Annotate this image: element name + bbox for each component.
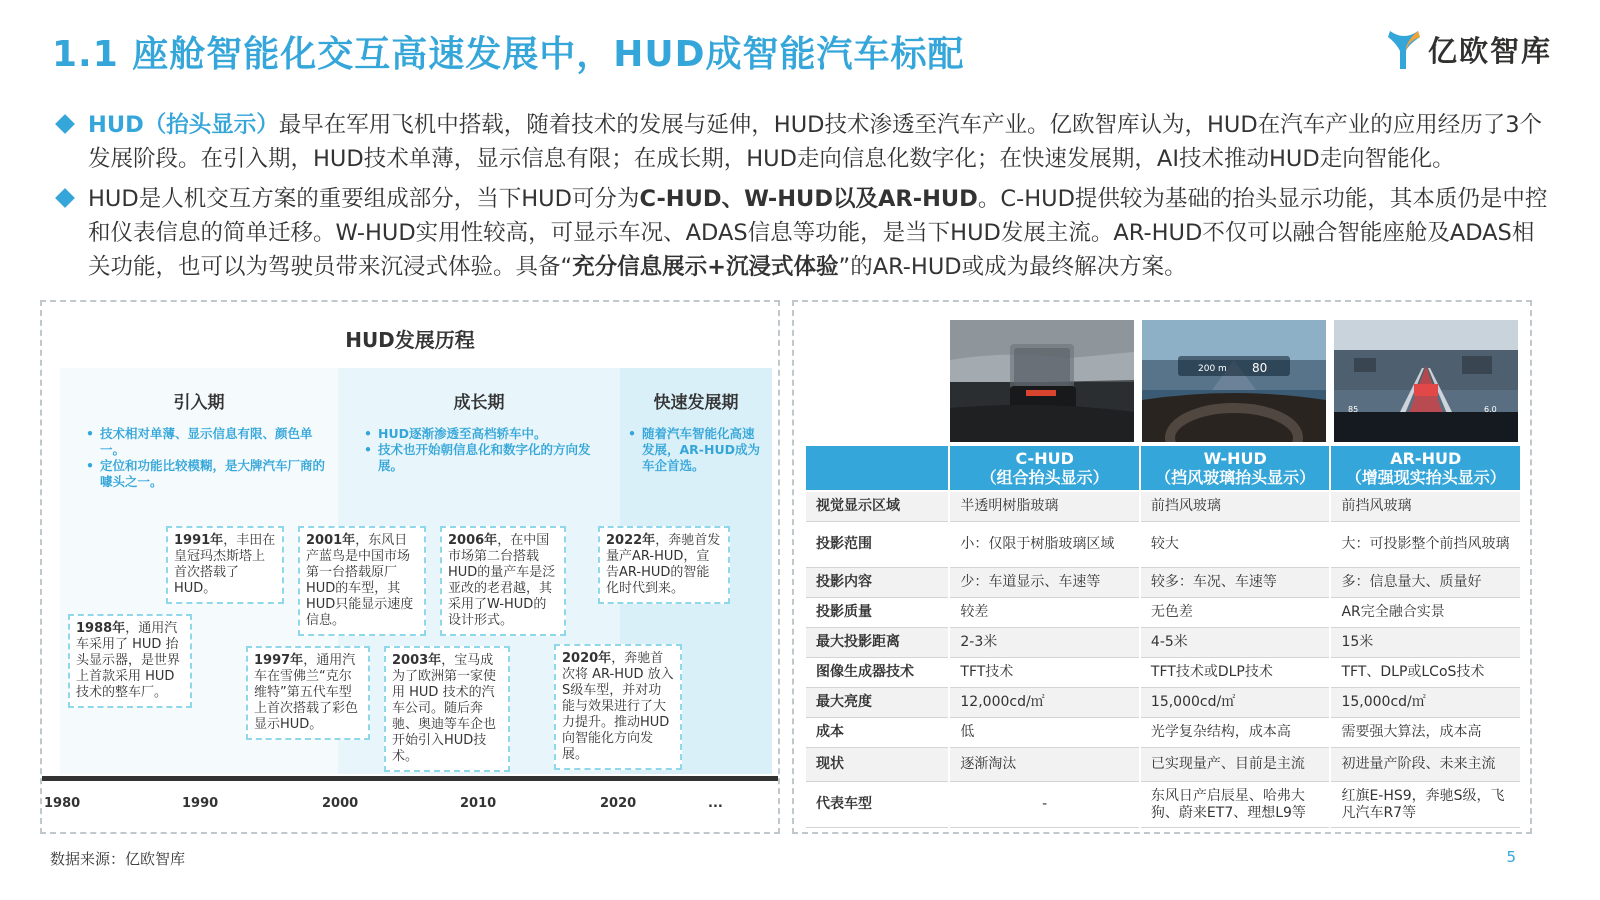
row-label: 投影范围 [806, 522, 948, 568]
page-number: 5 [1506, 848, 1516, 866]
timeline-event: 1997年，通用汽车在雪佛兰“克尔维特”第五代车型上首次搭载了彩色显示HUD。 [246, 646, 370, 740]
cell: 初进量产阶段、未来主流 [1331, 748, 1520, 782]
cell: TFT技术或DLP技术 [1141, 658, 1330, 688]
phase-name: 成长期 [453, 393, 505, 413]
photo-label: 85 [1348, 405, 1359, 414]
phase-desc [364, 426, 610, 474]
timeline-axis [42, 776, 778, 781]
axis-tick: 1990 [182, 796, 219, 811]
cell: 少：车道显示、车速等 [950, 568, 1139, 598]
bullet-highlight: HUD（抬头显示） [88, 112, 279, 138]
bullet-bold: C-HUD、W-HUD以及AR-HUD [639, 186, 978, 212]
cell: 低 [950, 718, 1139, 748]
page-title: 1.1 座舱智能化交互高速发展中，HUD成智能汽车标配 [52, 34, 965, 75]
w-hud-photo [1142, 320, 1326, 442]
hud-comparison-table [804, 446, 1522, 828]
table-row [806, 598, 1520, 628]
phase-desc-item: • 技术相对单薄、显示信息有限、颜色单一。 [86, 426, 328, 458]
diamond-bullet-icon [55, 188, 75, 208]
cell: 东风日产启辰星、哈弗大狗、蔚来ET7、理想L9等 [1141, 782, 1330, 828]
cell: 光学复杂结构，成本高 [1141, 718, 1330, 748]
cell: 前挡风玻璃 [1141, 492, 1330, 522]
axis-tick: 2000 [322, 796, 359, 811]
bullet-bold: 充分信息展示+沉浸式体验 [572, 254, 839, 280]
bullet-text: 。C-HUD提供较为基础的抬头显示功能，其本质仍是中控和仪表信息的简单迁移。W-HUD实用性较高，可显示车况、ADAS信息等功能，是当下HUD发展主流。AR-HUD不仅可以融合智能座舱及ADAS相关功能，也可以为驾驶员带来沉浸式体验。具备“ [88, 186, 1548, 280]
cell: TFT技术 [950, 658, 1139, 688]
cell: 15米 [1331, 628, 1520, 658]
photo-label: 6.0 [1484, 405, 1497, 414]
table-row [806, 492, 1520, 522]
bullet-text: ”的AR-HUD或成为最终解决方案。 [838, 254, 1187, 280]
row-label: 视觉显示区域 [806, 492, 948, 522]
cell: 15,000cd/㎡ [1331, 688, 1520, 718]
timeline-panel [40, 300, 780, 834]
row-label: 成本 [806, 718, 948, 748]
cell: 小：仅限于树脂玻璃区域 [950, 522, 1139, 568]
axis-tick: 2020 [600, 796, 637, 811]
phase-desc [86, 426, 328, 490]
table-header-c-hud: C-HUD （组合抬头显示） [950, 446, 1139, 492]
bullet-item [56, 182, 1556, 284]
table-row [806, 688, 1520, 718]
table-row [806, 628, 1520, 658]
logo-text: 亿欧智库 [1428, 33, 1553, 68]
phase-desc-item: • HUD逐渐渗透至高档轿车中。 [364, 426, 610, 442]
axis-tick: 1980 [44, 796, 81, 811]
c-hud-photo [950, 320, 1134, 442]
cell: 2-3米 [950, 628, 1139, 658]
cell: 半透明树脂玻璃 [950, 492, 1139, 522]
phase-desc-item: • 技术也开始朝信息化和数字化的方向发展。 [364, 442, 610, 474]
cell: 15,000cd/㎡ [1141, 688, 1330, 718]
phase-desc-item: • 随着汽车智能化高速发展，AR-HUD成为车企首选。 [628, 426, 762, 474]
row-label: 最大投影距离 [806, 628, 948, 658]
photo-label: 200 m [1198, 364, 1227, 374]
table-row [806, 718, 1520, 748]
phase-name: 引入期 [173, 393, 225, 413]
table-row [806, 658, 1520, 688]
table-row [806, 522, 1520, 568]
row-label: 投影质量 [806, 598, 948, 628]
ar-hud-photo [1334, 320, 1518, 442]
row-label: 代表车型 [806, 782, 948, 828]
axis-tick: 2010 [460, 796, 497, 811]
cell: 较大 [1141, 522, 1330, 568]
comparison-panel [792, 300, 1532, 834]
cell: 无色差 [1141, 598, 1330, 628]
timeline-event: 2020年，奔驰首次将 AR-HUD 放入S级车型，并对功能与效果进行了大力提升。推动HUD向智能化方向发展。 [554, 644, 682, 770]
cell: TFT、DLP或LCoS技术 [1331, 658, 1520, 688]
bullet-item [56, 108, 1556, 176]
cell: 多：信息量大、质量好 [1331, 568, 1520, 598]
cell: 红旗E-HS9，奔驰S级，飞凡汽车R7等 [1331, 782, 1520, 828]
timeline-event: 2022年，奔驰首发量产AR-HUD，宣告AR-HUD的智能化时代到来。 [598, 526, 730, 604]
cell: 已实现量产、目前是主流 [1141, 748, 1330, 782]
cell: 较多：车况、车速等 [1141, 568, 1330, 598]
axis-tick: ... [708, 796, 723, 811]
row-label: 图像生成器技术 [806, 658, 948, 688]
phase-name: 快速发展期 [653, 393, 739, 413]
row-label: 现状 [806, 748, 948, 782]
phase-desc-item: • 定位和功能比较模糊，是大牌汽车厂商的噱头之一。 [86, 458, 328, 490]
cell: 前挡风玻璃 [1331, 492, 1520, 522]
cell: 逐渐淘汰 [950, 748, 1139, 782]
cell: - [950, 782, 1139, 828]
photo-label: 80 [1252, 361, 1268, 375]
table-header-ar-hud: AR-HUD （增强现实抬头显示） [1331, 446, 1520, 492]
timeline-event: 1991年，丰田在皇冠玛杰斯塔上首次搭载了HUD。 [166, 526, 284, 604]
cell: AR完全融合实景 [1331, 598, 1520, 628]
timeline-event: 2003年，宝马成为了欧洲第一家使用 HUD 技术的汽车公司。随后奔驰、奥迪等车企也开始引入HUD技术。 [384, 646, 510, 772]
timeline-event: 2001年，东风日产蓝鸟是中国市场第一台搭载原厂HUD的车型，其HUD只能显示速度信息。 [298, 526, 426, 636]
logo-mark-icon [1386, 27, 1422, 71]
cell: 需要强大算法，成本高 [1331, 718, 1520, 748]
data-source: 数据来源：亿欧智库 [50, 850, 186, 868]
timeline-event: 1988年，通用汽车采用了 HUD 抬头显示器，是世界上首款采用 HUD 技术的整车厂。 [68, 614, 192, 708]
bullet-text: 最早在军用飞机中搭载，随着技术的发展与延伸，HUD技术渗透至汽车产业。亿欧智库认为，HUD在汽车产业的应用经历了3个发展阶段。在引入期，HUD技术单薄，显示信息有限；在成长期，HUD走向信息化数字化；在快速发展期，AI技术推动HUD走向智能化。 [88, 112, 1543, 172]
cell: 大：可投影整个前挡风玻璃 [1331, 522, 1520, 568]
timeline-title: HUD发展历程 [345, 328, 475, 352]
diamond-bullet-icon [55, 114, 75, 134]
row-label: 最大亮度 [806, 688, 948, 718]
table-row [806, 568, 1520, 598]
cell: 4-5米 [1141, 628, 1330, 658]
table-header-row [806, 446, 1520, 492]
table-row [806, 782, 1520, 828]
cell: 较差 [950, 598, 1139, 628]
bullet-text: HUD是人机交互方案的重要组成部分，当下HUD可分为 [88, 186, 640, 212]
brand-logo [1386, 24, 1552, 74]
cell: 12,000cd/㎡ [950, 688, 1139, 718]
table-row [806, 748, 1520, 782]
bullet-list [56, 108, 1556, 290]
table-header-w-hud: W-HUD （挡风玻璃抬头显示） [1141, 446, 1330, 492]
timeline-event: 2006年，在中国市场第二台搭载HUD的量产车是泛亚改的老君越，其采用了W-HUD的设计形式。 [440, 526, 566, 636]
table-header-blank [806, 446, 948, 492]
phase-desc [628, 426, 762, 474]
row-label: 投影内容 [806, 568, 948, 598]
